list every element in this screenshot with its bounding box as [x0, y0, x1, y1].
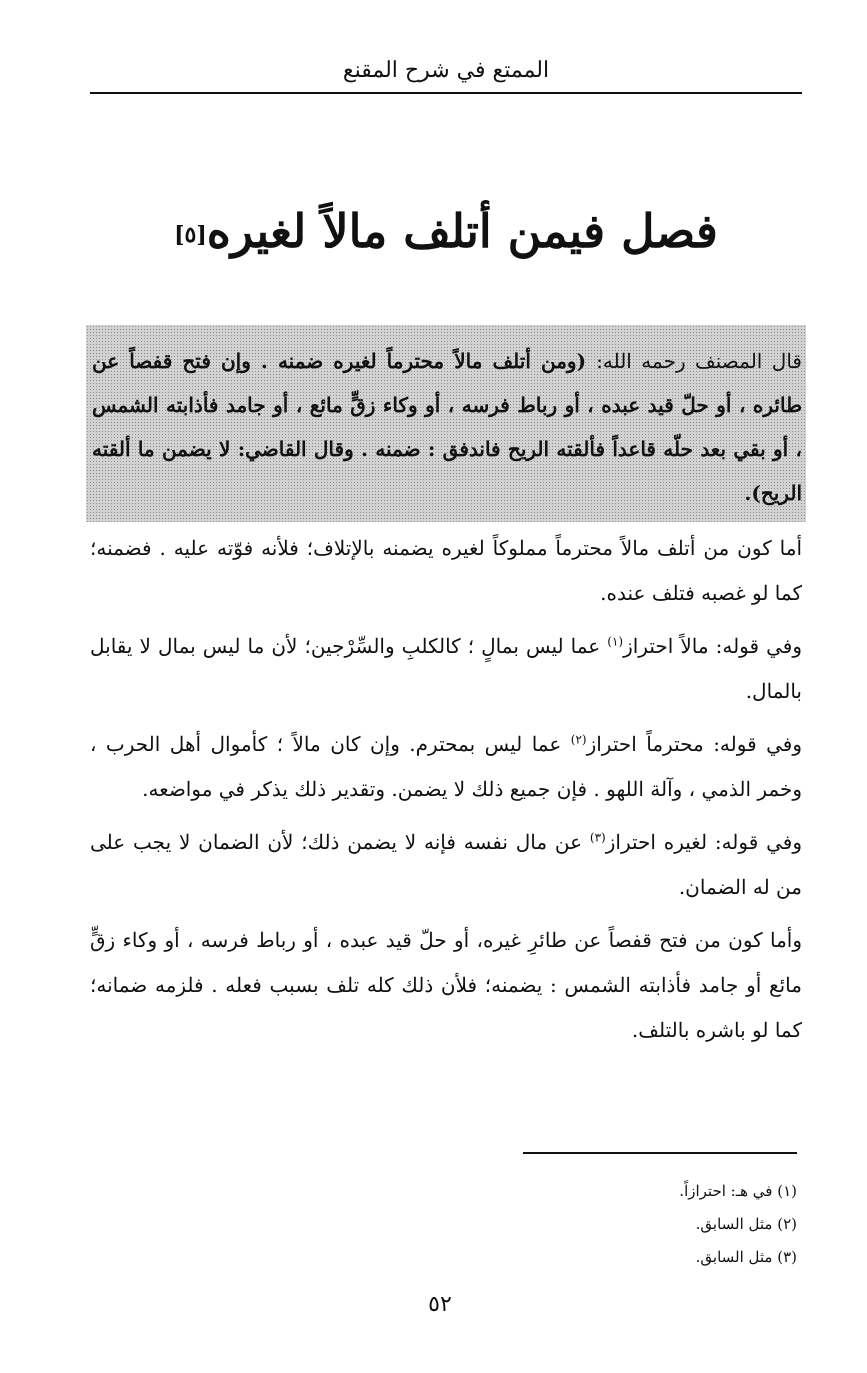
paragraph-text: عن مال نفسه فإنه لا يضمن ذلك؛ لأن الضمان لا يجب على من له الضمان.: [90, 830, 802, 899]
matn-text: (ومن أتلف مالاً محترماً لغيره ضمنه . وإن فتح قفصاً عن طائره ، أو حلّ قيد عبده ، أو رباط فرسه ، أو وكاء زقٍّ مائع ، أو جامد فأذابته الشمس ، أو بقي بعد حلّه قاعداً فألقته الريح فاندفق : ضمنه . وقال القاضي: لا يضمن ما ألقته الريح).: [92, 349, 802, 505]
commentary-body: [90, 526, 802, 1061]
footnotes: [90, 1175, 797, 1274]
footnote: (٢) مثل السابق.: [695, 1215, 797, 1233]
commentary-paragraph: [90, 918, 802, 1053]
footnote-reference[interactable]: (١): [607, 634, 624, 649]
chapter-title: [90, 196, 802, 270]
chapter-title-text: فصل فيمن أتلف مالاً لغيره: [206, 204, 718, 258]
footnote-separator: [523, 1152, 797, 1154]
running-header: الممتع في شرح المقنع: [342, 58, 550, 83]
paragraph-text: أما كون من أتلف مالاً محترماً مملوكاً لغيره يضمنه بالإتلاف؛ فلأنه فوّته عليه . فضمنه؛ كما لو غصبه فتلف عنده.: [90, 536, 802, 605]
footnote: (١) في هـ: احترازاً.: [679, 1182, 797, 1200]
footnote-reference[interactable]: (٣): [589, 830, 606, 845]
paragraph-text: وفي قوله: لغيره احتراز: [605, 830, 802, 854]
footnote: (٣) مثل السابق.: [695, 1248, 797, 1266]
commentary-paragraph: [90, 722, 802, 812]
paragraph-text: وأما كون من فتح قفصاً عن طائرِ غيره، أو حلّ قيد عبده ، أو رباط فرسه ، أو وكاء زقٍّ مائع أو جامد فأذابته الشمس : يضمنه؛ فلأن ذلك كله تلف بسبب فعله . فلزمه ضمانه؛ كما لو باشره بالتلف.: [90, 928, 802, 1042]
paragraph-text: وفي قوله: محترماً احتراز: [586, 732, 802, 756]
footnote-reference[interactable]: (٢): [570, 732, 587, 747]
commentary-paragraph: [90, 526, 802, 616]
page-number: ٥٢: [428, 1292, 452, 1317]
matn-highlight-box: [86, 325, 806, 522]
paragraph-text: عما ليس بمالٍ ؛ كالكلبِ والسِّرْجين؛ لأن ما ليس بمال لا يقابل بالمال.: [90, 634, 802, 703]
paragraph-text: وفي قوله: مالاً احتراز: [623, 634, 802, 658]
commentary-paragraph: [90, 820, 802, 910]
matn-intro: قال المصنف رحمه الله:: [596, 349, 802, 373]
chapter-bracket-marker: [٥]: [174, 222, 207, 248]
header-rule: [90, 92, 802, 94]
commentary-paragraph: [90, 624, 802, 714]
paragraph-text: عما ليس بمحترم. وإن كان مالاً ؛ كأموال أهل الحرب ، وخمر الذمي ، وآلة اللهو . فإن جميع ذلك لا يضمن. وتقدير ذلك يذكر في مواضعه.: [90, 732, 802, 801]
